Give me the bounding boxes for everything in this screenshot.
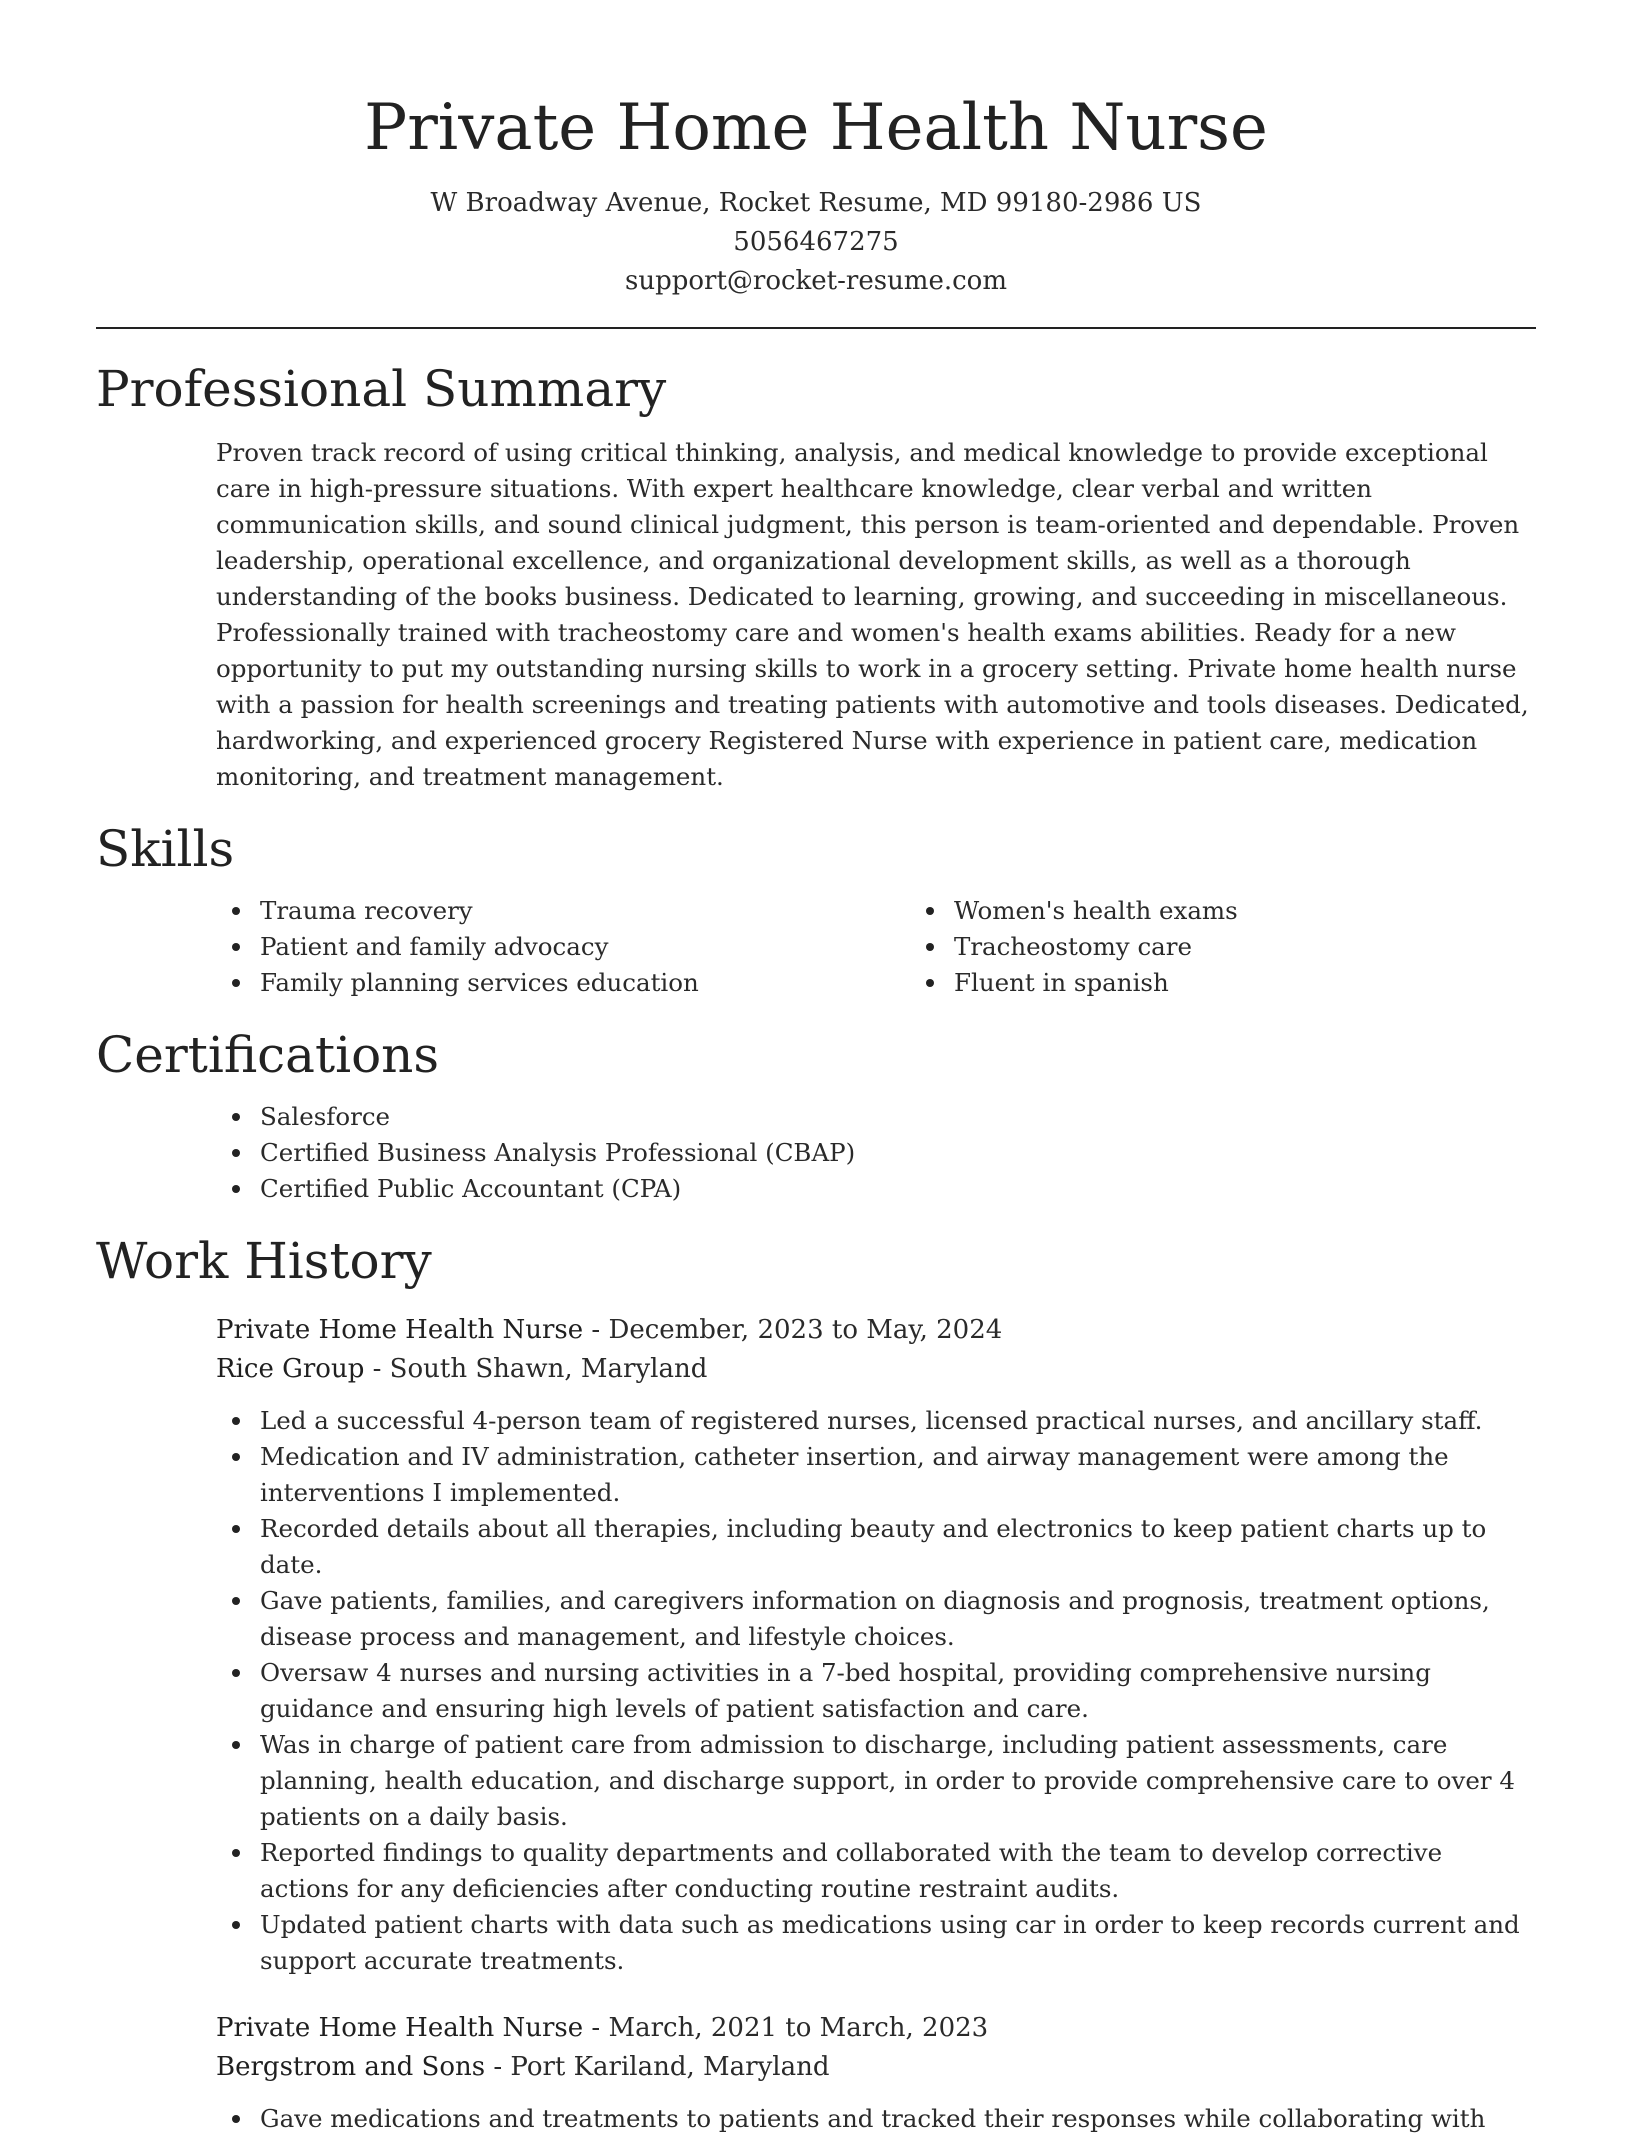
- certifications-section: [96, 1023, 1536, 1207]
- job-bullets: [216, 1403, 1536, 1979]
- job-dates: - December, 2023 to May, 2024: [583, 1315, 1003, 1345]
- job-heading: [216, 1311, 1536, 1350]
- summary-title: Professional Summary: [96, 360, 667, 418]
- work-history-title: Work History: [96, 1232, 432, 1290]
- resume-page: [96, 0, 1536, 2137]
- skill-item: Trauma recovery: [260, 893, 910, 929]
- job-bullet: Gave medications and treatments to patients and tracked their responses while collaborating with: [260, 2101, 1536, 2137]
- certifications-title: Certifications: [96, 1026, 440, 1084]
- summary-section: [96, 357, 1536, 795]
- job-bullet: Gave patients, families, and caregivers information on diagnosis and prognosis, treatment options, disease process and management, and lifestyle choices.: [260, 1583, 1536, 1655]
- email: support@rocket-resume.com: [624, 266, 1007, 296]
- skill-item: Fluent in spanish: [954, 965, 1604, 1001]
- certification-item: Certified Business Analysis Professional (CBAP): [260, 1135, 1536, 1171]
- address: W Broadway Avenue, Rocket Resume, MD 99180-2986 US: [430, 188, 1202, 218]
- job-company: Bergstrom and Sons: [216, 2052, 486, 2082]
- job-title: Private Home Health Nurse: [216, 2013, 584, 2043]
- work-history-section: [96, 1229, 1536, 2137]
- job-employer: [216, 2048, 1536, 2087]
- job-location: - South Shawn, Maryland: [364, 1354, 708, 1384]
- header-divider: [96, 327, 1536, 329]
- job-dates: - March, 2021 to March, 2023: [583, 2013, 989, 2043]
- skills-title: Skills: [96, 820, 235, 878]
- skills-list-right: [910, 893, 1604, 1001]
- skill-item: Family planning services education: [260, 965, 910, 1001]
- certification-item: Salesforce: [260, 1099, 1536, 1135]
- job-heading: [216, 2009, 1536, 2048]
- skills-section: [96, 817, 1536, 1001]
- job-entry: [216, 1311, 1536, 1979]
- skill-item: Tracheostomy care: [954, 929, 1604, 965]
- job-location: - Port Kariland, Maryland: [485, 2052, 830, 2082]
- certification-item: Certified Public Accountant (CPA): [260, 1171, 1536, 1207]
- summary-text: Proven track record of using critical thinking, analysis, and medical knowledge to provide exceptional care in high-pressure situations. With expert healthcare knowledge, clear verbal and written communication skills, and sound clinical judgment, this person is team-oriented and dependable. Proven leadership, operational excellence, and organizational development skills, as well as a thorough understanding of the books business. Dedicated to learning, growing, and succeeding in miscellaneous. Professionally trained with tracheostomy care and women's health exams abilities. Ready for a new opportunity to put my outstanding nursing skills to work in a grocery setting. Private home health nurse with a passion for health screenings and treating patients with automotive and tools diseases. Dedicated, hardworking, and experienced grocery Registered Nurse with experience in patient care, medication monitoring, and treatment management.: [216, 438, 1529, 791]
- job-title: Private Home Health Nurse: [216, 1315, 584, 1345]
- job-bullet: Was in charge of patient care from admission to discharge, including patient assessments, care planning, health education, and discharge support, in order to provide comprehensive care to over 4 patients on a daily basis.: [260, 1727, 1536, 1835]
- job-employer: [216, 1350, 1536, 1389]
- phone: 5056467275: [733, 227, 899, 257]
- certifications-list: [216, 1099, 1536, 1207]
- job-entry: [216, 2009, 1536, 2137]
- job-bullet: Reported findings to quality departments and collaborated with the team to develop corrective actions for any deficiencies after conducting routine restraint audits.: [260, 1835, 1536, 1907]
- job-bullet: Oversaw 4 nurses and nursing activities in a 7-bed hospital, providing comprehensive nursing guidance and ensuring high levels of patient satisfaction and care.: [260, 1655, 1536, 1727]
- candidate-name: Private Home Health Nurse: [364, 91, 1268, 165]
- skill-item: Women's health exams: [954, 893, 1604, 929]
- skill-item: Patient and family advocacy: [260, 929, 910, 965]
- job-bullet: Recorded details about all therapies, including beauty and electronics to keep patient charts up to date.: [260, 1511, 1536, 1583]
- skills-list-left: [216, 893, 910, 1001]
- job-bullets: [216, 2101, 1536, 2137]
- job-bullet: Updated patient charts with data such as medications using car in order to keep records current and support accurate treatments.: [260, 1907, 1536, 1979]
- job-bullet: Medication and IV administration, catheter insertion, and airway management were among the interventions I implemented.: [260, 1439, 1536, 1511]
- resume-header: [96, 0, 1536, 301]
- job-bullet: Led a successful 4-person team of registered nurses, licensed practical nurses, and ancillary staff.: [260, 1403, 1536, 1439]
- job-company: Rice Group: [216, 1354, 365, 1384]
